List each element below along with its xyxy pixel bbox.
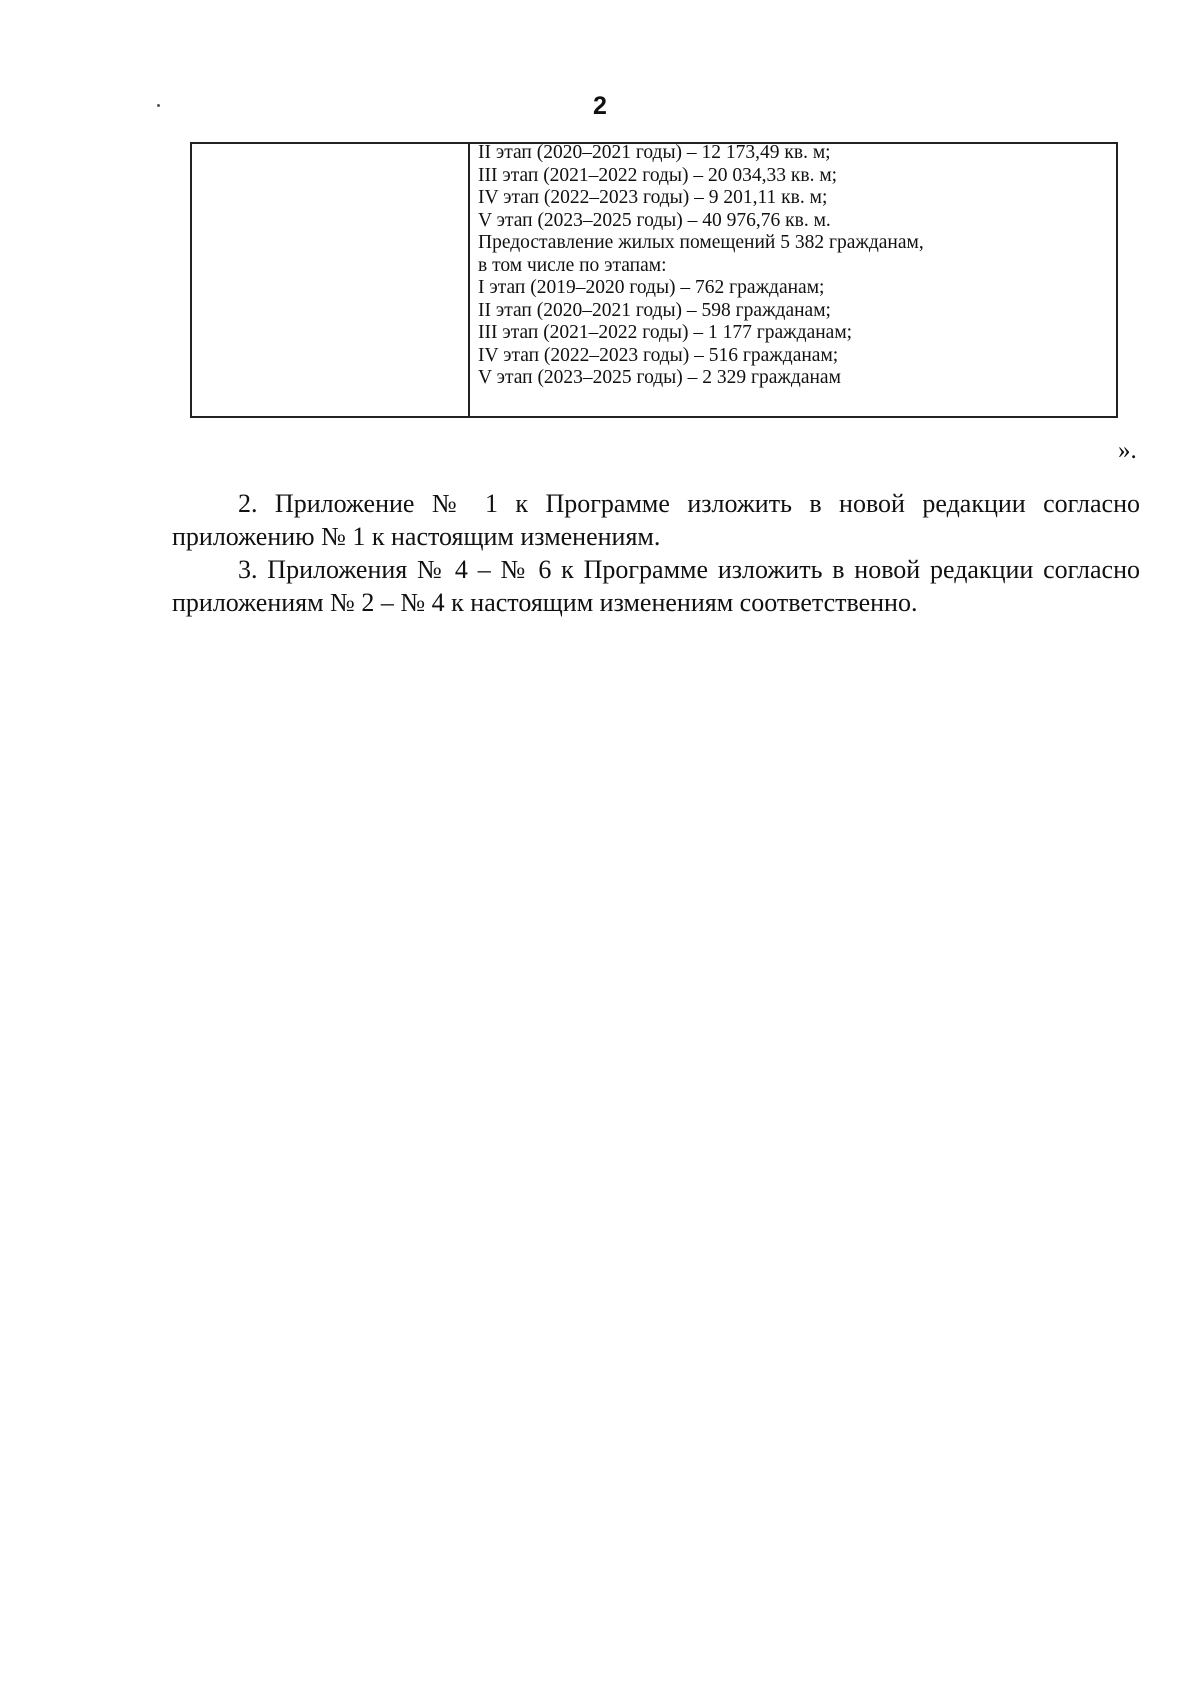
table-right-cell <box>478 142 1108 390</box>
table-line: III этап (2021–2022 годы) – 1 177 гражданам; <box>478 322 853 343</box>
table-line: в том числе по этапам: <box>478 254 667 276</box>
table-column-divider <box>468 142 470 418</box>
paragraph-item-3 <box>172 553 1140 619</box>
table-line: IV этап (2022–2023 годы) – 516 гражданам; <box>478 344 839 366</box>
table-line: V этап (2023–2025 годы) – 2 329 гражданам <box>478 367 841 388</box>
paragraph-text: 3. Приложения № 4 – № 6 к Программе изложить в новой редакции согласно приложениям № 2 – № 4 к настоящим изменениям соответственно. <box>172 555 1140 617</box>
table-line: III этап (2021–2022 годы) – 20 034,33 кв. м; <box>478 164 838 186</box>
table-line: I этап (2019–2020 годы) – 762 гражданам; <box>478 277 825 298</box>
table-line: V этап (2023–2025 годы) – 40 976,76 кв. м. <box>478 209 831 231</box>
page-number: 2 <box>593 92 607 120</box>
paragraph-text: 2. Приложение № 1 к Программе изложить в новой редакции согласно приложению № 1 к настоящим изменениям. <box>172 489 1140 551</box>
table-line: II этап (2020–2021 годы) – 598 гражданам; <box>478 299 831 321</box>
paragraph-item-2 <box>172 487 1140 553</box>
closing-quote: ». <box>1118 437 1137 464</box>
table-line: IV этап (2022–2023 годы) – 9 201,11 кв. м; <box>478 187 828 208</box>
table-line: Предоставление жилых помещений 5 382 гражданам, <box>478 232 924 253</box>
table-line: II этап (2020–2021 годы) – 12 173,49 кв. м; <box>478 142 831 163</box>
scan-speck <box>157 104 160 107</box>
